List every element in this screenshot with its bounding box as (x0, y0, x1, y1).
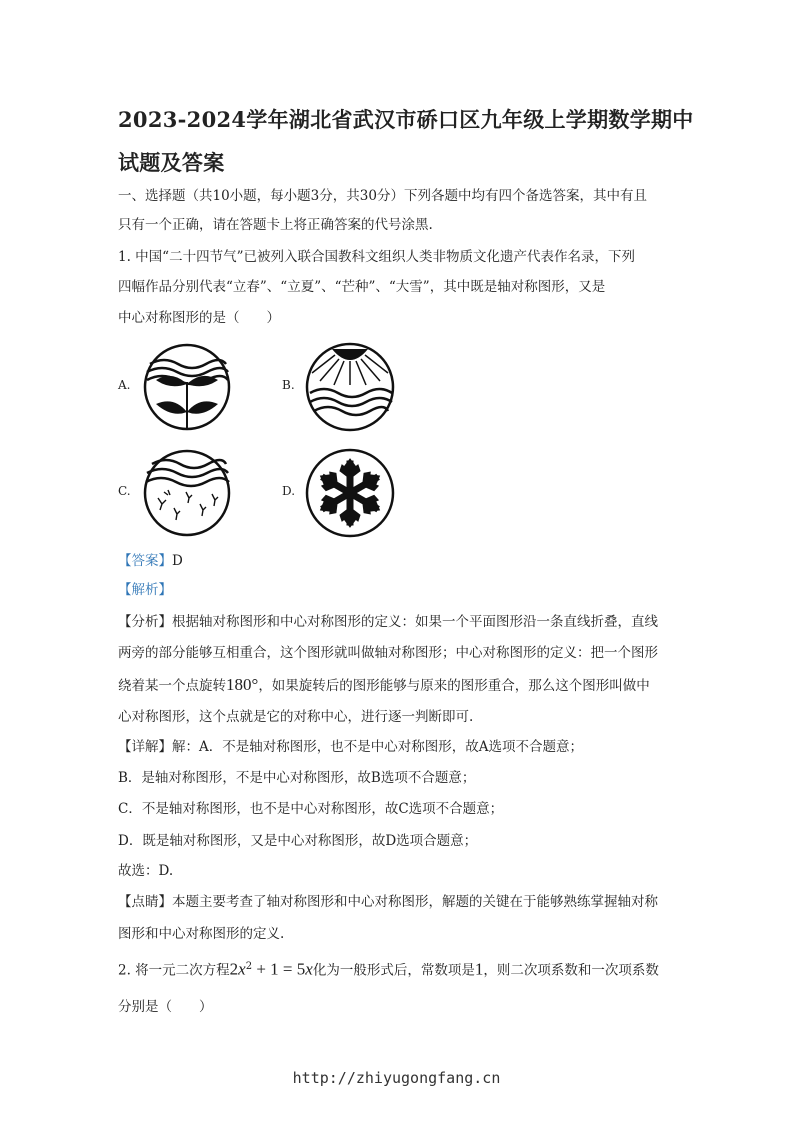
q2-coef: 2 (229, 959, 239, 979)
fenxi-text3b: ，如果旋转后的图形能够与原来的图形重合，那么这个图形叫做中 (258, 678, 650, 694)
q2-eq-rest: + 1 = 5 (252, 959, 306, 979)
option-a-label: A. (118, 378, 131, 392)
option-c-label: C. (118, 484, 131, 498)
q2-prefix: 2. 将一元二次方程 (118, 962, 230, 979)
q2-middle: 化为一般形式后，常数项是 (312, 962, 475, 979)
dianjing-tag: 【点睛】 (118, 894, 172, 910)
q2-line1 (118, 957, 659, 981)
dianjing-line2: 图形和中心对称图形的定义. (118, 926, 285, 942)
q2-line2: 分别是（ ） (118, 999, 213, 1015)
page-title-line2: 试题及答案 (118, 150, 225, 175)
choose-line: 故选：D. (118, 863, 174, 879)
section-intro-line1: 一、选择题（共10小题，每小题3分，共30分）下列各题中均有四个备选答案，其中有且 (118, 188, 647, 204)
detail-line-a (118, 737, 583, 757)
fenxi-line3 (118, 675, 650, 696)
q2-const: 1 (474, 959, 484, 979)
option-a-figure (142, 342, 232, 432)
fenxi-text1: 根据轴对称图形和中心对称图形的定义：如果一个平面图形沿一条直线折叠，直线 (172, 614, 658, 630)
detail-a: 解：A．不是轴对称图形，也不是中心对称图形，故A选项不合题意； (172, 739, 583, 755)
option-b-label: B. (282, 378, 295, 392)
xiangjie-tag: 【详解】 (118, 739, 172, 755)
option-d-figure (304, 447, 396, 539)
option-d-label: D. (282, 484, 296, 498)
q2-var2: x (305, 959, 313, 979)
q1-line2: 四幅作品分别代表“立春”、“立夏”、“芒种”、“大雪”，其中既是轴对称图形，又是 (118, 279, 606, 295)
option-c-figure (142, 448, 232, 538)
section-intro-line2: 只有一个正确，请在答题卡上将正确答案的代号涂黑. (118, 217, 433, 233)
fenxi-line1 (118, 612, 658, 632)
option-b-figure (304, 341, 396, 433)
analysis-tag: 【解析】 (118, 582, 172, 598)
fenxi-line4: 心对称图形，这个点就是它的对称中心，进行逐一判断即可. (118, 709, 474, 725)
page-title-line1: 2023-2024学年湖北省武汉市硚口区九年级上学期数学期中 (118, 107, 694, 132)
fenxi-tag: 【分析】 (118, 614, 172, 630)
q2-suffix: ，则二次项系数和一次项系数 (483, 962, 659, 979)
q2-var: x (238, 959, 246, 979)
rotation-degree: 180° (226, 675, 259, 694)
fenxi-line2: 两旁的部分能够互相重合，这个图形就叫做轴对称图形；中心对称图形的定义：把一个图形 (118, 645, 658, 661)
answer-value: D (172, 553, 183, 569)
detail-line-c: C．不是轴对称图形，也不是中心对称图形，故C选项不合题意； (118, 801, 504, 817)
footer-url: http://zhiyugongfang.cn (292, 1069, 501, 1087)
answer-tag: 【答案】 (118, 553, 172, 569)
dianjing-line1 (118, 892, 658, 912)
detail-line-b: B．是轴对称图形，不是中心对称图形，故B选项不合题意； (118, 770, 476, 786)
dianjing-text1: 本题主要考查了轴对称图形和中心对称图形，解题的关键在于能够熟练掌握轴对称 (172, 894, 658, 910)
q1-line3: 中心对称图形的是（ ） (118, 310, 280, 326)
q2-exp: 2 (245, 961, 253, 972)
detail-line-d: D．既是轴对称图形，又是中心对称图形，故D选项合题意； (118, 833, 478, 849)
q1-line1: 1. 中国“二十四节气”已被列入联合国教科文组织人类非物质文化遗产代表作名录，下列 (118, 249, 635, 265)
fenxi-text3a: 绕着某一个点旋转 (118, 678, 226, 694)
answer-line (118, 551, 183, 571)
